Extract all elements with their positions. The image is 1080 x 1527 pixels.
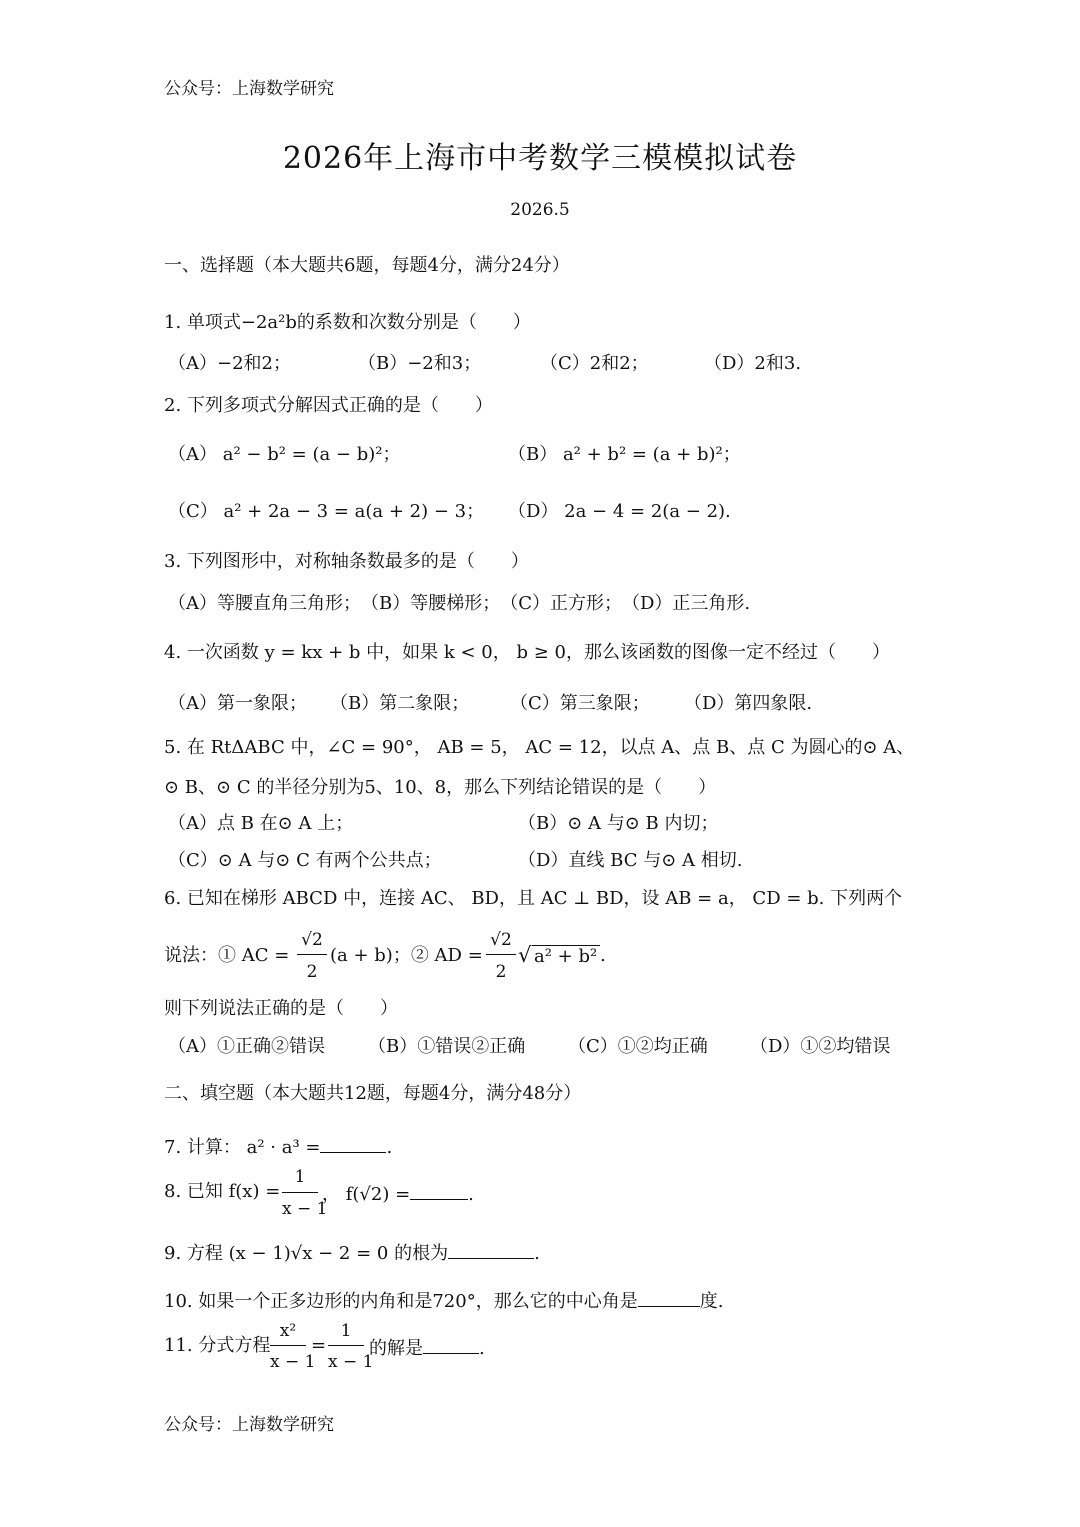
question-6-radicand: a² + b² <box>532 945 600 968</box>
question-6-fraction-1-numerator: √2 <box>301 930 323 950</box>
page-footer: 公众号：上海数学研究 <box>164 1415 334 1435</box>
question-11-fraction-1-bar <box>270 1345 306 1346</box>
question-6-stem-line3: 则下列说法正确的是（ ） <box>164 998 398 1019</box>
question-10-answer-blank[interactable] <box>638 1288 700 1307</box>
question-11-lead: 11. 分式方程 <box>164 1335 271 1356</box>
question-5-option-c: （C）⊙ A 与⊙ C 有两个公共点； <box>168 850 442 871</box>
question-10-end: 度. <box>699 1291 724 1312</box>
question-8-mid-text: ， f(√2) = <box>322 1184 411 1205</box>
question-6-statement-1-lead: 说法：① AC = <box>164 945 290 966</box>
question-6-stem-line1: 6. 已知在梯形 ABCD 中，连接 AC、 BD，且 AC ⊥ BD，设 AB = a， CD = b. 下列两个 <box>164 888 903 909</box>
question-7-answer-blank[interactable] <box>320 1134 386 1153</box>
question-5-stem-line1: 5. 在 RtΔABC 中，∠C = 90°， AB = 5， AC = 12，以点 A、点 B、点 C 为圆心的⊙ A、 <box>164 737 915 758</box>
question-6-option-b: （B）①错误②正确 <box>368 1036 526 1057</box>
page-header: 公众号：上海数学研究 <box>164 79 334 99</box>
question-9-text: 9. 方程 (x − 1)√x − 2 = 0 的根为 <box>164 1243 449 1264</box>
question-6-statement-end: . <box>600 945 606 966</box>
question-11-fraction-2-denominator: x − 1 <box>328 1352 374 1372</box>
question-5-stem-line2: ⊙ B、⊙ C 的半径分别为5、10、8，那么下列结论错误的是（ ） <box>164 777 717 798</box>
question-2-option-b: （B） a² + b² = (a + b)²； <box>508 444 741 465</box>
question-3-stem: 3. 下列图形中，对称轴条数最多的是（ ） <box>164 551 529 572</box>
question-4-option-a: （A）第一象限； <box>168 693 307 714</box>
question-1-option-a: （A）−2和2； <box>168 353 291 374</box>
question-11-tail <box>369 1335 485 1360</box>
question-11-fraction-2-bar <box>328 1345 364 1346</box>
question-4-stem: 4. 一次函数 y = kx + b 中，如果 k < 0， b ≥ 0，那么该函数的图像一定不经过（ ） <box>164 642 890 663</box>
question-5-option-a: （A）点 B 在⊙ A 上； <box>168 813 354 834</box>
question-8-answer-blank[interactable] <box>410 1181 468 1200</box>
question-6-sqrt-sign: √ <box>518 943 532 967</box>
section-choice-heading: 一、选择题（本大题共6题，每题4分，满分24分） <box>164 255 570 276</box>
question-6-option-c: （C）①②均正确 <box>568 1036 708 1057</box>
question-11-fraction-1-denominator: x − 1 <box>270 1352 316 1372</box>
question-8-fraction-bar <box>282 1192 318 1193</box>
question-6-fraction-1-bar <box>297 954 327 955</box>
question-8-mid <box>322 1181 474 1206</box>
question-6-option-a: （A）①正确②错误 <box>168 1036 325 1057</box>
question-1-option-c: （C）2和2； <box>540 353 649 374</box>
question-6-fraction-1-denominator: 2 <box>306 962 318 982</box>
question-9-answer-blank[interactable] <box>448 1240 534 1259</box>
question-4-option-d: （D）第四象限. <box>684 693 813 714</box>
question-6-fraction-2-numerator: √2 <box>490 930 512 950</box>
question-2-option-c: （C） a² + 2a − 3 = a(a + 2) − 3； <box>168 501 485 522</box>
question-1-option-b: （B）−2和3； <box>358 353 482 374</box>
question-11-mid-text: 的解是 <box>369 1338 423 1359</box>
question-8-end: . <box>468 1184 474 1205</box>
question-1-option-d: （D）2和3. <box>704 353 802 374</box>
question-6-fraction-2-denominator: 2 <box>495 962 507 982</box>
question-7 <box>164 1134 392 1159</box>
question-4-option-c: （C）第三象限； <box>510 693 650 714</box>
question-7-end: . <box>386 1137 393 1158</box>
question-5-option-d: （D）直线 BC 与⊙ A 相切. <box>518 850 743 871</box>
question-7-text: 7. 计算： a² · a³ = <box>164 1137 321 1158</box>
question-2-option-d: （D） 2a − 4 = 2(a − 2). <box>508 501 731 522</box>
question-2-stem: 2. 下列多项式分解因式正确的是（ ） <box>164 395 493 416</box>
question-8-denominator: x − 1 <box>282 1199 328 1219</box>
question-6-option-d: （D）①②均错误 <box>750 1036 891 1057</box>
page-title: 2026年上海市中考数学三模模拟试卷 <box>282 141 798 176</box>
question-5-option-b: （B）⊙ A 与⊙ B 内切； <box>518 813 719 834</box>
question-10 <box>164 1288 723 1313</box>
question-4-option-b: （B）第二象限； <box>330 693 470 714</box>
section-fill-heading: 二、填空题（本大题共12题，每题4分，满分48分） <box>164 1083 582 1104</box>
question-6-statement-2-lead: (a + b)；② AD = <box>330 945 483 966</box>
question-1-stem: 1. 单项式−2a²b的系数和次数分别是（ ） <box>164 312 531 333</box>
question-8-numerator: 1 <box>294 1167 306 1187</box>
question-11-equals: = <box>311 1335 327 1356</box>
question-8-lead: 8. 已知 f(x) = <box>164 1181 281 1202</box>
question-2-option-a: （A） a² − b² = (a − b)²； <box>168 444 401 465</box>
question-10-text: 10. 如果一个正多边形的内角和是720°，那么它的中心角是 <box>164 1291 638 1312</box>
question-11-fraction-2-numerator: 1 <box>340 1321 352 1341</box>
question-11-end: . <box>479 1338 485 1359</box>
question-6-fraction-2-bar <box>486 954 516 955</box>
question-9 <box>164 1240 540 1265</box>
question-3-options: （A）等腰直角三角形； （B）等腰梯形； （C）正方形； （D）正三角形. <box>168 593 751 614</box>
question-9-end: . <box>534 1243 540 1264</box>
question-11-answer-blank[interactable] <box>423 1335 479 1354</box>
question-11-fraction-1-numerator: x² <box>279 1321 297 1341</box>
exam-date: 2026.5 <box>510 200 570 220</box>
